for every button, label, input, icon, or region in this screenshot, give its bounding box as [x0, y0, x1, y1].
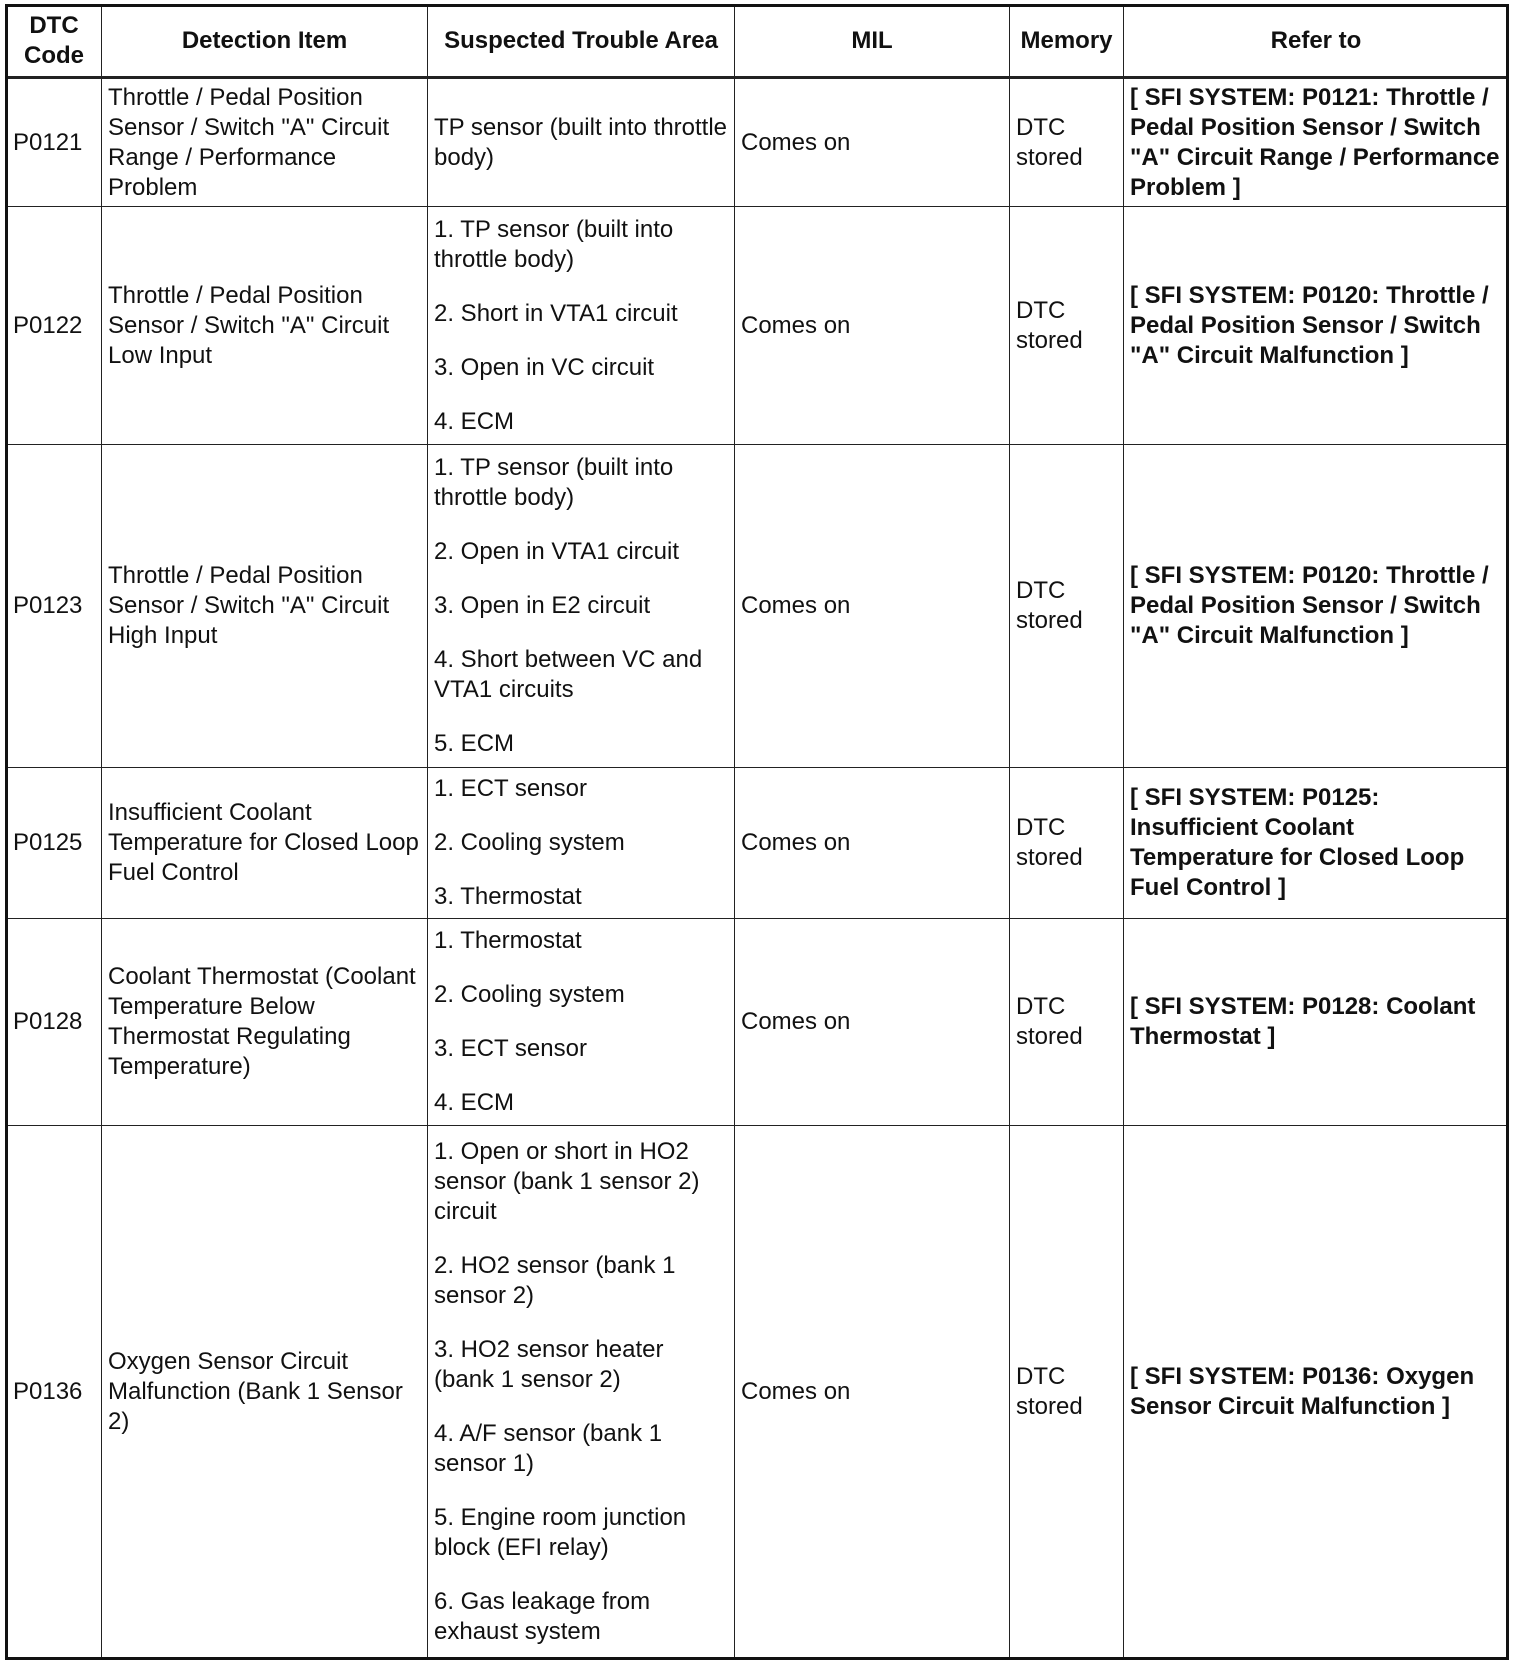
table-row — [7, 207, 1509, 444]
dtc-code-cell: P0125 — [7, 768, 102, 919]
trouble-area-item: 4. A/F sensor (bank 1 sensor 1) — [434, 1419, 663, 1477]
refer-to-cell: [ SFI SYSTEM: P0121: Throttle / Pedal Position Sensor / Switch "A" Circuit Range / Performance Problem ] — [1124, 78, 1509, 207]
trouble-area-item: 2. Cooling system — [434, 829, 625, 857]
trouble-area-item: 3. Open in VC circuit — [434, 353, 655, 381]
memory-cell: DTC stored — [1010, 444, 1124, 768]
mil-cell: Comes on — [735, 1125, 1010, 1658]
dtc-code-cell: P0136 — [7, 1125, 102, 1658]
trouble-area-item: 1. Thermostat — [434, 927, 582, 955]
trouble-area-item: 4. ECM — [434, 1089, 515, 1117]
memory-cell: DTC stored — [1010, 768, 1124, 919]
trouble-area-item: 5. ECM — [434, 730, 515, 758]
trouble-area-item: 1. ECT sensor — [434, 775, 587, 803]
trouble-area-item: 2. Open in VTA1 circuit — [434, 538, 679, 566]
dtc-code-cell: P0123 — [7, 444, 102, 768]
trouble-area-item: 6. Gas leakage from exhaust system — [434, 1587, 651, 1645]
trouble-area-item: 4. Short between VC and VTA1 circuits — [434, 646, 703, 704]
refer-to-cell: [ SFI SYSTEM: P0125: Insufficient Coolant Temperature for Closed Loop Fuel Control ] — [1124, 768, 1509, 919]
memory-cell: DTC stored — [1010, 78, 1124, 207]
refer-to-cell: [ SFI SYSTEM: P0120: Throttle / Pedal Position Sensor / Switch "A" Circuit Malfunction ] — [1124, 207, 1509, 444]
detection-item-cell: Throttle / Pedal Position Sensor / Switch "A" Circuit Range / Performance Problem — [102, 78, 428, 207]
refer-to-cell: [ SFI SYSTEM: P0120: Throttle / Pedal Position Sensor / Switch "A" Circuit Malfunction ] — [1124, 444, 1509, 768]
trouble-area-item: 3. HO2 sensor heater (bank 1 sensor 2) — [434, 1335, 664, 1393]
table-header — [7, 6, 1509, 78]
header-suspected-trouble-area: Suspected Trouble Area — [428, 6, 735, 78]
dtc-code-cell: P0122 — [7, 207, 102, 444]
header-detection-item: Detection Item — [102, 6, 428, 78]
refer-to-cell: [ SFI SYSTEM: P0136: Oxygen Sensor Circuit Malfunction ] — [1124, 1125, 1509, 1658]
memory-cell: DTC stored — [1010, 919, 1124, 1125]
detection-item-cell: Coolant Thermostat (Coolant Temperature Below Thermostat Regulating Temperature) — [102, 919, 428, 1125]
dtc-table — [6, 5, 1509, 1659]
trouble-area-item: 1. TP sensor (built into throttle body) — [434, 454, 674, 512]
trouble-area-item: TP sensor (built into throttle body) — [434, 113, 728, 171]
table-row — [7, 78, 1509, 207]
trouble-area-item: 2. HO2 sensor (bank 1 sensor 2) — [434, 1251, 676, 1309]
suspected-trouble-area-cell — [428, 207, 735, 444]
mil-cell: Comes on — [735, 919, 1010, 1125]
memory-cell: DTC stored — [1010, 207, 1124, 444]
mil-cell: Comes on — [735, 78, 1010, 207]
header-dtc-code: DTC Code — [7, 6, 102, 78]
memory-cell: DTC stored — [1010, 1125, 1124, 1658]
header-refer-to: Refer to — [1124, 6, 1509, 78]
detection-item-cell: Oxygen Sensor Circuit Malfunction (Bank 1 Sensor 2) — [102, 1125, 428, 1658]
table-row — [7, 444, 1509, 768]
trouble-area-item: 3. ECT sensor — [434, 1035, 587, 1063]
trouble-area-item: 3. Open in E2 circuit — [434, 592, 651, 620]
mil-cell: Comes on — [735, 207, 1010, 444]
dtc-code-cell: P0121 — [7, 78, 102, 207]
trouble-area-item: 2. Cooling system — [434, 981, 625, 1009]
header-memory: Memory — [1010, 6, 1124, 78]
detection-item-cell: Throttle / Pedal Position Sensor / Switch "A" Circuit High Input — [102, 444, 428, 768]
trouble-area-item: 4. ECM — [434, 407, 515, 435]
suspected-trouble-area-cell — [428, 444, 735, 768]
suspected-trouble-area-cell — [428, 78, 735, 207]
detection-item-cell: Throttle / Pedal Position Sensor / Switch "A" Circuit Low Input — [102, 207, 428, 444]
refer-to-cell: [ SFI SYSTEM: P0128: Coolant Thermostat ] — [1124, 919, 1509, 1125]
table-row — [7, 1125, 1509, 1658]
suspected-trouble-area-cell — [428, 919, 735, 1125]
mil-cell: Comes on — [735, 768, 1010, 919]
trouble-area-item: 3. Thermostat — [434, 883, 582, 911]
table-row — [7, 768, 1509, 919]
header-mil: MIL — [735, 6, 1010, 78]
suspected-trouble-area-cell — [428, 1125, 735, 1658]
mil-cell: Comes on — [735, 444, 1010, 768]
trouble-area-item: 5. Engine room junction block (EFI relay) — [434, 1503, 687, 1561]
trouble-area-item: 1. TP sensor (built into throttle body) — [434, 215, 674, 273]
header-row — [7, 6, 1509, 78]
trouble-area-item: 2. Short in VTA1 circuit — [434, 299, 678, 327]
dtc-code-cell: P0128 — [7, 919, 102, 1125]
detection-item-cell: Insufficient Coolant Temperature for Closed Loop Fuel Control — [102, 768, 428, 919]
trouble-area-item: 1. Open or short in HO2 sensor (bank 1 sensor 2) circuit — [434, 1137, 700, 1225]
suspected-trouble-area-cell — [428, 768, 735, 919]
table-row — [7, 919, 1509, 1125]
table-body — [7, 78, 1509, 1659]
